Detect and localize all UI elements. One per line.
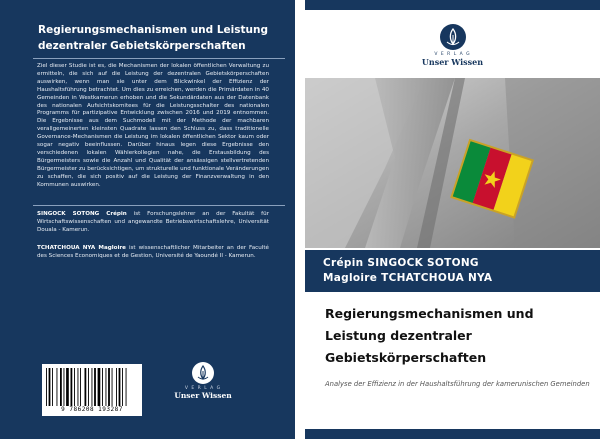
front-publisher-logo [415,24,490,67]
author-bio-2 [37,244,269,260]
publisher-verlag-label: V E R L A G [434,52,471,57]
publisher-name: Unser Wissen [421,57,484,67]
author-bio-2-text: ist wissenschaftlicher Mitarbeiter an der Faculté des Sciences Economiques et de Gestion, Université de Yaoundé II - Kamerun. [37,245,269,259]
front-cover-title: Regierungsmechanismen und Leistung dezentraler Gebietskörperschaften [325,306,534,365]
front-cover [305,0,600,439]
back-divider-2 [33,205,285,206]
publisher-verlag-label: V E R L A G [184,386,222,391]
authors-band [305,250,600,292]
front-cover-subtitle: Analyse der Effizienz in der Haushaltsführung der kamerunischen Gemeinden [325,380,590,388]
author-bio-1 [37,210,269,234]
book-spine [295,0,305,439]
author-1: Crépin SINGOCK SOTONG [323,257,479,269]
back-cover-title: Regierungsmechanismen und Leistung dezentraler Gebietskörperschaften [38,24,268,52]
author-bio-1-name: SINGOCK SOTONG Crépin [37,211,127,217]
back-publisher-logo [173,362,233,408]
back-cover [0,0,295,439]
cover-photo-flag-pin [305,78,600,248]
back-cover-abstract: Ziel dieser Studie ist es, die Mechanismen der lokalen öffentlichen Verwaltung zu ermitteln, die sich auf die Leistung der dezentralen Gebietskörperschaften auswirken, wenn man sie unter dem Blickwinkel der Effizienz der Haushaltsführung betrachtet. Um dies zu erreichen, werden die Primärdaten in 40 Gemeinden in Westkamerun erhoben und die Sekundärdaten aus der Datenbank des nationalen Aufsichtskomitees für die Leistungsschalter des nationalen Programms für partizipative Entwicklung zwischen 2016 und 2019 entnommen. Die Ergebnisse aus dem Suchmodell mit der Methode der machbaren verallgemeinerten kleinsten Quadrate lassen den Schluss zu, dass traditionelle Governance-Mechanismen die Leistung im lokalen öffentlichen Sektor kaum oder sogar negativ beeinflussen. Darüber hinaus legen diese Ergebnisse den verschiedenen lokalen Wählerkollegien nahe, die Erstausbildung des Bürgermeisters sowie die Anzahl und Qualität der ansässigen stellvertretenden Bürgermeister zu berücksichtigen, um strukturelle und funktionale Veränderungen zu schaffen, die sich positiv auf die Leistung der Finanzverwaltung in den Kommunen auswirken. [37,63,269,188]
publisher-name: Unser Wissen [174,391,232,400]
barcode-bars [46,368,138,406]
front-bottom-bar [305,429,600,439]
author-bio-2-name: TCHATCHOUA NYA Magloire [37,245,126,251]
back-divider [33,58,285,59]
author-2: Magloire TCHATCHOUA NYA [323,272,493,284]
publisher-emblem-icon [440,24,466,50]
flag-pin-image [305,78,600,248]
author-bio-1-text: ist Forschungslehrer an der Fakultät für Wirtschaftswissenschaften und angewandte Betriebswirtschaftslehre, Universität Douala - Kamerun. [37,211,269,233]
isbn-barcode [42,364,142,416]
barcode-number: 9 786208 193287 [61,406,123,413]
front-top-bar [305,0,600,10]
publisher-emblem-icon [192,362,214,384]
